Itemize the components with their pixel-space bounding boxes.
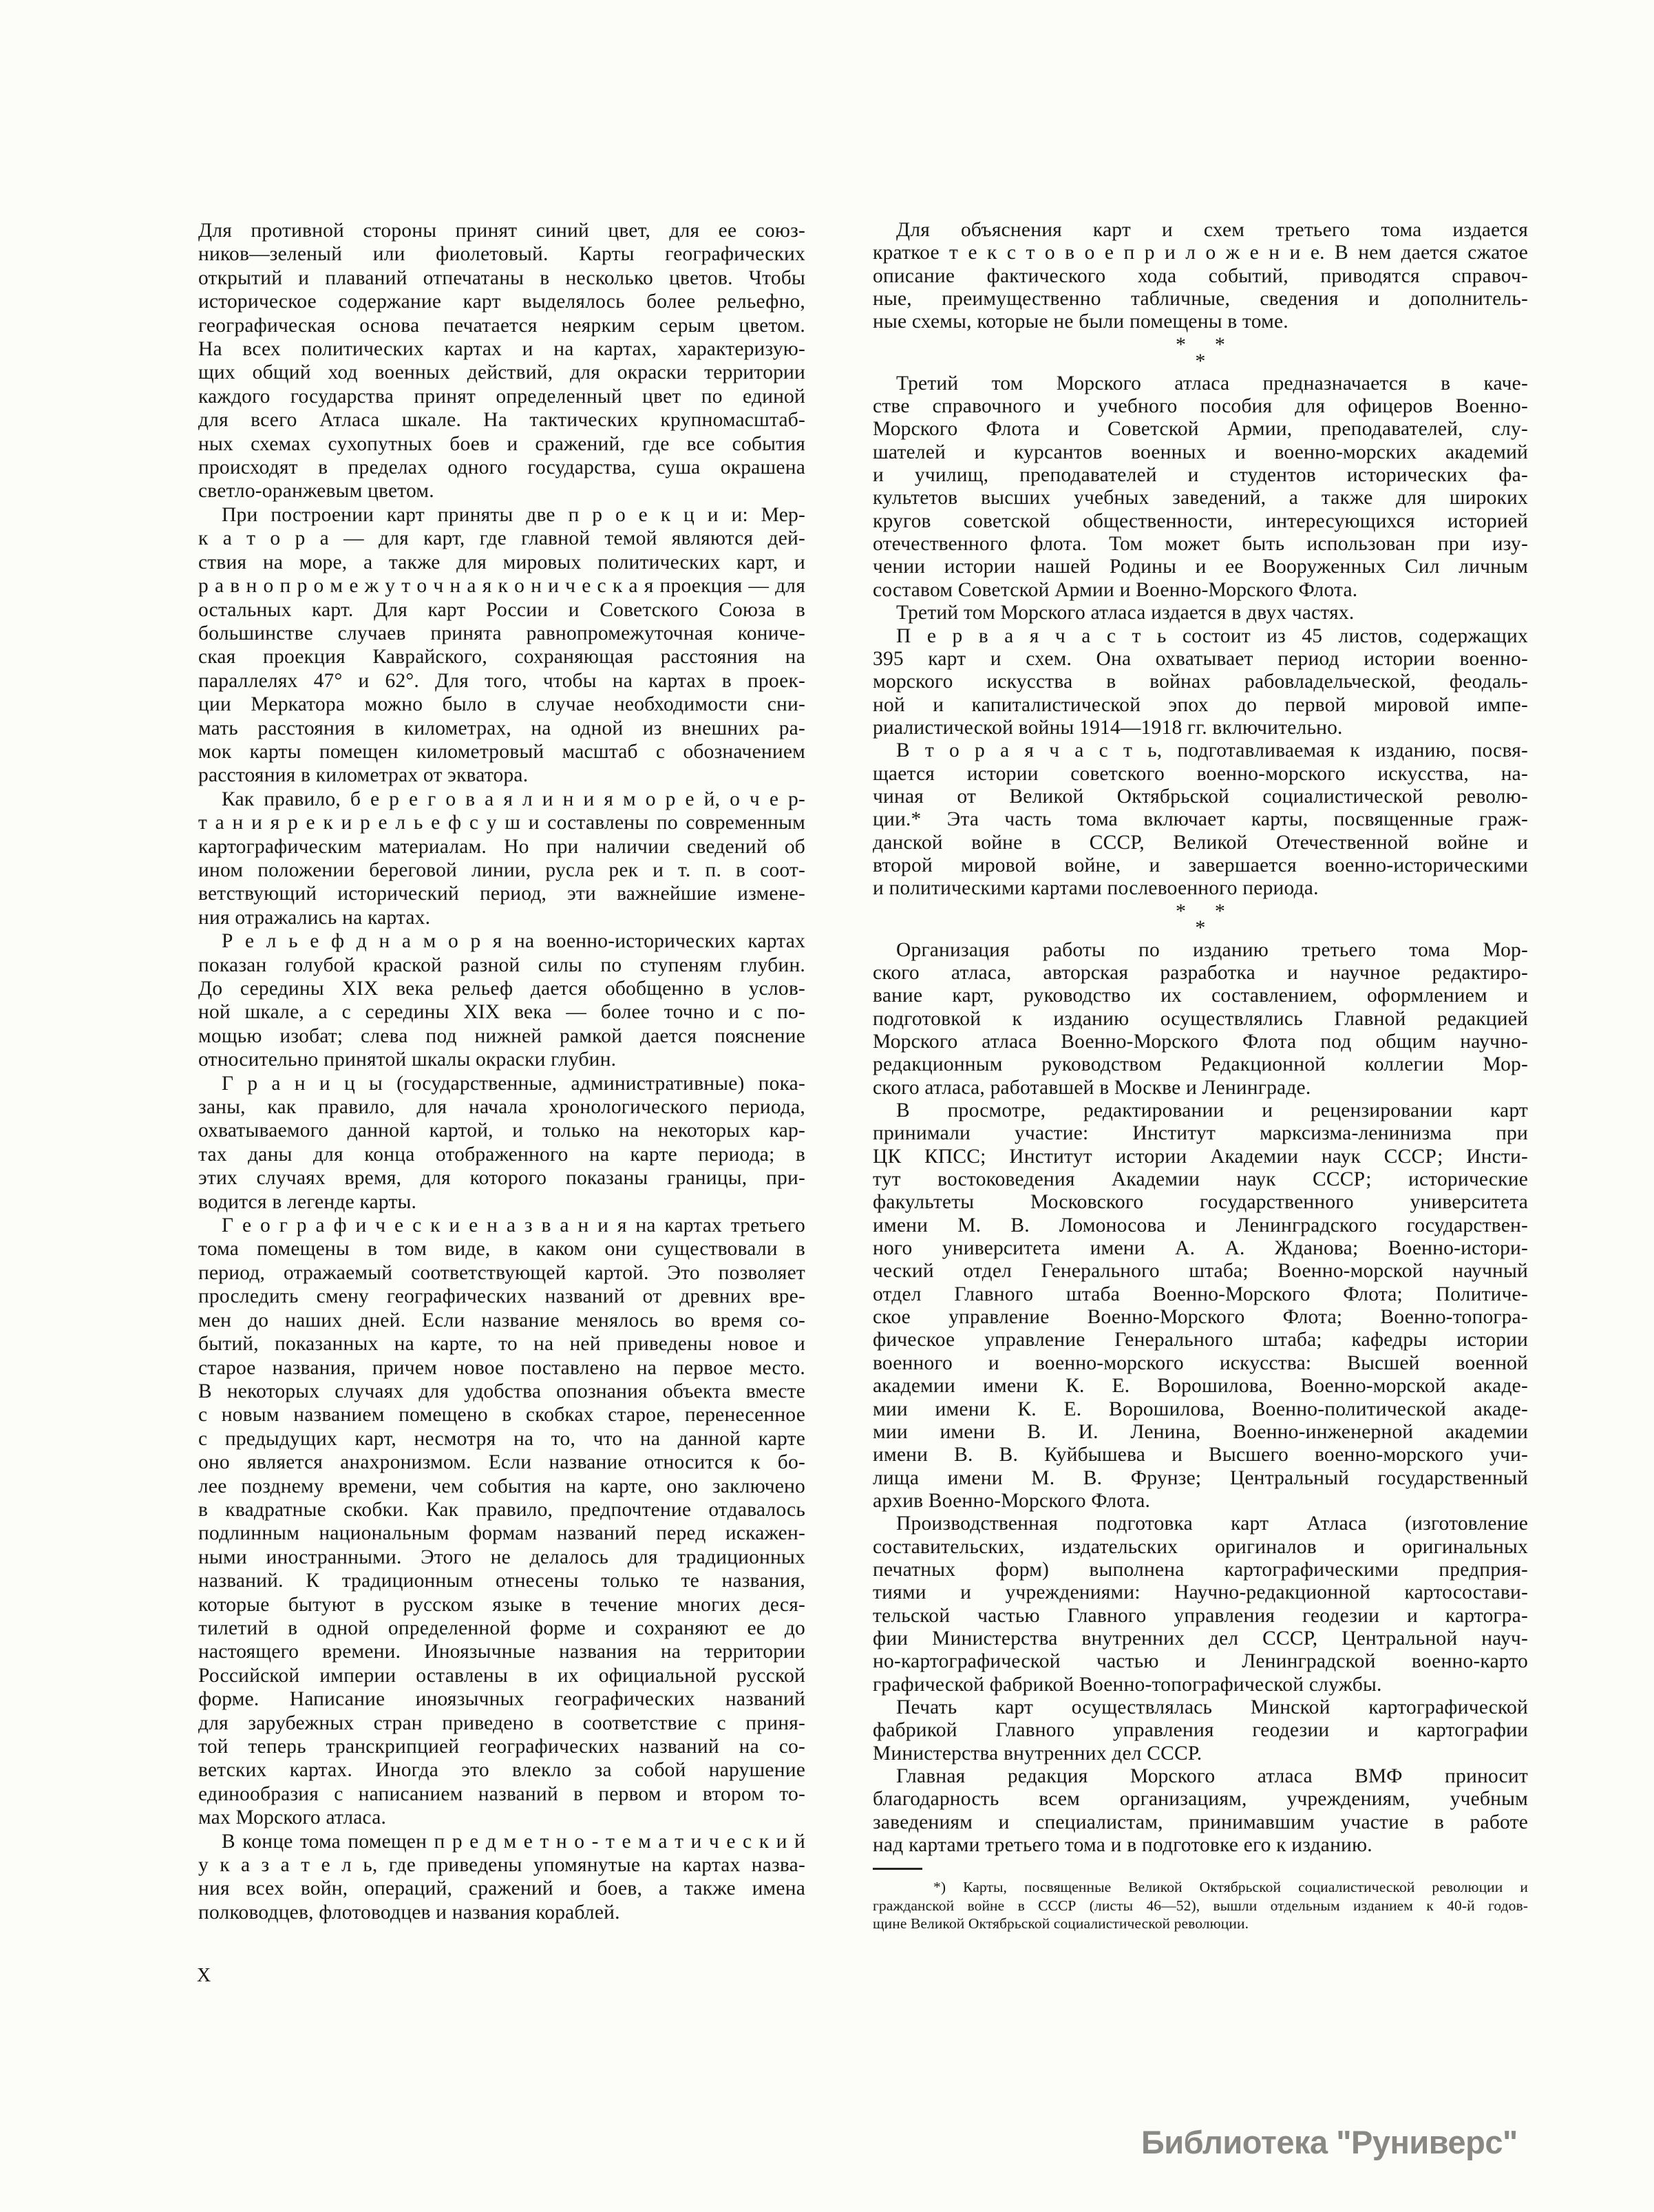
text-line: чении истории нашей Родины и ее Вооруженных Сил личным — [873, 556, 1528, 578]
text-line: имени М. В. Ломоносова и Ленинградского государствен- — [873, 1214, 1528, 1236]
text-line: мок карты помещен километровый масштаб с обозначением — [198, 740, 805, 763]
text-line: ции Меркатора можно было в случае необходимости сни- — [198, 693, 805, 716]
page-number: X — [197, 1965, 211, 1986]
text-line: параллелях 47° и 62°. Для того, чтобы на картах в проек- — [198, 669, 805, 692]
text-line: ЦК КПСС; Институт истории Академии наук СССР; Инсти- — [873, 1145, 1528, 1168]
text-line: заведениям и специалистам, принимавшим участие в работе — [873, 1811, 1528, 1833]
text-line: Российской империи оставлены в их официальной русской — [198, 1664, 805, 1687]
text-line: ции.* Эта часть тома включает карты, посвященные граж- — [873, 808, 1528, 831]
paragraph — [198, 788, 805, 929]
text-line: тах даны для конца отображенного на карте периода; в — [198, 1143, 805, 1166]
text-line: остальных карт. Для карт России и Советского Союза в — [198, 598, 805, 621]
text-line: у к а з а т е л ь, где приведены упомянутые на картах назва- — [198, 1854, 805, 1877]
text-line: академии имени К. Е. Ворошилова, Военно-морской акаде- — [873, 1375, 1528, 1398]
text-line: В т о р а я ч а с т ь, подготавливаемая к изданию, посвя- — [896, 739, 1528, 762]
text-line: период, отражаемый соответствующей картой. Это позволяет — [198, 1261, 805, 1284]
text-line: Главная редакция Морского атласа ВМФ приносит — [896, 1765, 1528, 1787]
footnote-line: гражданской войне в СССР (листы 46—52), вышли отдельным изданием к 40-й годов- — [873, 1897, 1528, 1914]
text-line: В некоторых случаях для удобства опознания объекта вместе — [198, 1380, 805, 1402]
text-line: ветствующий исторический период, эти важнейшие измене- — [198, 883, 805, 905]
text-line: П е р в а я ч а с т ь состоит из 45 листов, содержащих — [896, 624, 1528, 647]
text-line: открытий и плаваний отпечатаны в несколько цветов. Чтобы — [198, 266, 805, 289]
text-line: которые бытуют в русском языке в течение многих деся- — [198, 1593, 805, 1616]
asterism-separator — [873, 334, 1528, 372]
text-line: тома помещены в том виде, в каком они существовали в — [198, 1238, 805, 1261]
asterism-separator — [873, 900, 1528, 939]
text-line: ния всех войн, операций, сражений и боев, а также имена — [198, 1877, 805, 1900]
text-line: форме. Написание иноязычных географических названий — [198, 1688, 805, 1711]
text-line: ствия на море, а также для мировых политических карт, и — [198, 551, 805, 573]
text-line: ского атласа, работавшей в Москве и Ленинграде. — [873, 1076, 1311, 1099]
text-line: с предыдущих карт, несмотря на то, что на данной карте — [198, 1427, 805, 1450]
text-line: чиная от Великой Октябрьской социалистической револю- — [873, 785, 1528, 808]
text-line: каждого государства принят определенный цвет по единой — [198, 385, 805, 408]
paragraph — [198, 219, 805, 503]
text-line: краткое т е к с т о в о е п р и л о ж е н и е. В нем дается сжатое — [873, 242, 1528, 264]
text-line: ных схемах сухопутных боев и сражений, где все события — [198, 432, 805, 455]
footnote-line: *) Карты, посвященные Великой Октябрьской социалистической революции и — [933, 1879, 1528, 1896]
right-text-column — [873, 219, 1528, 1933]
text-line: мии имени В. И. Ленина, Военно-инженерной академии — [873, 1420, 1528, 1443]
text-line: ином положении береговой линии, русла рек и т. п. в соот- — [198, 859, 805, 881]
text-line: принимали участие: Институт марксизма-ленинизма при — [873, 1122, 1528, 1145]
text-line: архив Военно-Морского Флота. — [873, 1489, 1151, 1512]
text-line: подлинным национальным формам названий перед искажен- — [198, 1522, 805, 1545]
text-line: данской войне в СССР, Великой Отечественной войне и — [873, 831, 1528, 854]
footnote-line: щине Великой Октябрьской социалистической революции. — [873, 1915, 1249, 1932]
paragraph — [198, 503, 805, 788]
text-line: Для объяснения карт и схем третьего тома издается — [896, 219, 1528, 241]
text-line: Министерства внутренних дел СССР. — [873, 1742, 1202, 1765]
text-line: тельской частью Главного управления геодезии и картогра- — [873, 1604, 1528, 1627]
text-line: старое названия, причем новое поставлено на первое место. — [198, 1356, 805, 1379]
footnote-rule — [873, 1868, 922, 1870]
text-line: происходят в пределах одного государства, суша окрашена — [198, 456, 805, 479]
text-line: оно является анахронизмом. Если название относится к бо- — [198, 1451, 805, 1474]
text-line: редакционным руководством Редакционной коллегии Мор- — [873, 1053, 1528, 1076]
text-line: составительских, издательских оригиналов и оригинальных — [873, 1535, 1528, 1558]
text-line: ными иностранными. Этого не делалось для традиционных — [198, 1546, 805, 1568]
text-line: Для противной стороны принят синий цвет, для ее союз- — [198, 220, 805, 242]
text-line: ского атласа, авторская разработка и научное редактиро- — [873, 961, 1528, 984]
text-line: проследить смену географических названий от древних вре- — [198, 1285, 805, 1308]
asterism-top: * * — [1175, 899, 1226, 923]
text-line: водится в легенде карты. — [198, 1190, 417, 1213]
text-line: показан голубой краской разной силы по ступеням глубин. — [198, 954, 805, 976]
paragraph — [198, 1214, 805, 1830]
text-line: ческий отдел Генерального штаба; Военно-морской научный — [873, 1260, 1528, 1283]
text-line: фии Министерства внутренних дел СССР, Центральной науч- — [873, 1627, 1528, 1650]
text-line: В конце тома помещен п р е д м е т н о - т е м а т и ч е с к и й — [222, 1830, 805, 1853]
text-line: названий. К традиционным отнесены только те названия, — [198, 1570, 805, 1592]
asterism-top: * * — [1175, 333, 1226, 356]
text-line: Третий том Морского атласа издается в двух частях. — [896, 602, 1355, 624]
text-line: вание карт, руководство их составлением, оформлением и — [873, 984, 1528, 1007]
text-line: щих общий ход военных действий, для окраски территории — [198, 361, 805, 384]
text-line: ного университета имени А. А. Жданова; Военно-истори- — [873, 1237, 1528, 1260]
paragraph — [873, 1513, 1528, 1696]
text-line: географическая основа печатается неярким серым цветом. — [198, 314, 805, 337]
text-line: лища имени М. В. Фрунзе; Центральный государственный — [873, 1466, 1528, 1489]
text-line: тут востоковедения Академии наук СССР; исторические — [873, 1168, 1528, 1191]
text-line: При построении карт приняты две п р о е к ц и и: Мер- — [222, 503, 805, 526]
text-line: расстояния в километрах от экватора. — [198, 764, 529, 787]
left-text-column — [198, 219, 805, 1924]
paragraph — [873, 219, 1528, 334]
text-line: ская проекция Каврайского, сохраняющая расстояния на — [198, 646, 805, 668]
text-line: мах Морского атласа. — [198, 1807, 387, 1829]
text-line: описание фактического хода событий, приводятся справоч- — [873, 264, 1528, 287]
text-line: той теперь транскрипцией географических названий на со- — [198, 1736, 805, 1758]
text-line: мии имени К. Е. Ворошилова, Военно-политической акаде- — [873, 1398, 1528, 1420]
text-line: и училищ, преподавателей и студентов исторических фа- — [873, 464, 1528, 487]
text-line: мощью изобат; слева под нижней рамкой дается пояснение — [198, 1024, 805, 1047]
text-line: Морского атласа Военно-Морского Флота под общим научно- — [873, 1031, 1528, 1053]
paragraph — [873, 372, 1528, 602]
text-line: Производственная подготовка карт Атласа (изготовление — [896, 1513, 1528, 1535]
text-line: культетов высших учебных заведений, а также для широких — [873, 487, 1528, 509]
text-line: ные схемы, которые не были помещены в томе. — [873, 310, 1289, 333]
text-line: подготовкой к изданию осуществлялись Главной редакцией — [873, 1007, 1528, 1030]
text-line: охватываемого данной картой, и только на некоторых кар- — [198, 1119, 805, 1142]
text-line: единообразия с написанием названий в первом и втором то- — [198, 1782, 805, 1805]
text-line: картографическим материалам. Но при наличии сведений об — [198, 835, 805, 858]
text-line: щается истории советского военно-морского искусства, на- — [873, 762, 1528, 785]
asterism-bottom: * — [1195, 349, 1206, 372]
text-line: в квадратные скобки. Как правило, предпочтение отдавалось — [198, 1498, 805, 1521]
text-line: ные, преимущественно табличные, сведения и дополнитель- — [873, 288, 1528, 310]
text-line: относительно принятой шкалы окраски глубин. — [198, 1049, 617, 1071]
text-line: ское управление Военно-Морского Флота; Военно-топогра- — [873, 1306, 1528, 1329]
text-line: фическое управление Генерального штаба; кафедры истории — [873, 1329, 1528, 1351]
text-line: настоящего времени. Иноязычные названия на территории — [198, 1641, 805, 1663]
text-line: 395 карт и схем. Она охватывает период истории военно- — [873, 647, 1528, 670]
text-line: ветских картах. Иногда это влекло за собой нарушение — [198, 1759, 805, 1782]
text-line: В просмотре, редактировании и рецензировании карт — [896, 1099, 1528, 1122]
text-line: Организация работы по изданию третьего тома Мор- — [896, 938, 1528, 961]
paragraph — [873, 939, 1528, 1099]
paragraph — [198, 929, 805, 1071]
paragraph — [873, 602, 1528, 624]
text-line: На всех политических картах и на картах, характеризую- — [198, 338, 805, 361]
text-line: лее позднему времени, чем события на карте, оно заключено — [198, 1475, 805, 1497]
text-line: печатных форм) выполнена картографическими предприя- — [873, 1558, 1528, 1581]
text-line: Г р а н и ц ы (государственные, административные) пока- — [222, 1072, 805, 1095]
text-line: для всего Атласа шкале. На тактических крупномасштаб- — [198, 409, 805, 432]
text-line: Морского Флота и Советской Армии, преподавателей, слу- — [873, 418, 1528, 441]
text-line: отечественного флота. Том может быть использован при изу- — [873, 533, 1528, 556]
text-line: бытий, показанных на карте, то на ней приведены новое и — [198, 1333, 805, 1356]
text-line: т а н и я р е к и р е л ь е ф с у ш и составлены по современным — [198, 812, 805, 834]
text-line: для зарубежных стран приведено в соответствие с приня- — [198, 1711, 805, 1734]
paragraph — [873, 1765, 1528, 1857]
text-line: До середины XIX века рельеф дается обобщенно в услов- — [198, 978, 805, 1000]
text-line: большинстве случаев принята равнопромежуточная кониче- — [198, 622, 805, 644]
text-line: светло-оранжевым цветом. — [198, 480, 434, 503]
text-line: кругов советской общественности, интересующихся историей — [873, 509, 1528, 532]
text-line: но-картографической частью и Ленинградской военно-карто — [873, 1650, 1528, 1673]
text-line: полководцев, флотоводцев и названия кораблей. — [198, 1901, 620, 1924]
text-line: риалистической войны 1914—1918 гг. включительно. — [873, 716, 1343, 739]
text-line: историческое содержание карт выделялось более рельефно, — [198, 291, 805, 313]
text-line: морского искусства в войнах рабовладельческой, феодаль- — [873, 671, 1528, 693]
text-line: над картами третьего тома и в подготовке его к изданию. — [873, 1834, 1372, 1857]
text-line: и политическими картами послевоенного периода. — [873, 877, 1319, 900]
text-line: мен до наших дней. Если название менялось во время со- — [198, 1309, 805, 1331]
text-line: ния отражались на картах. — [198, 906, 431, 929]
text-line: р а в н о п р о м е ж у т о ч н а я к о н и ч е с к а я проекция — для — [198, 575, 805, 598]
footnote — [873, 1868, 1528, 1933]
text-line: благодарность всем организациям, учреждениям, учебным — [873, 1788, 1528, 1811]
paragraph — [873, 1099, 1528, 1513]
paragraph — [873, 1696, 1528, 1765]
text-line: Печать карт осуществлялась Минской картографической — [896, 1696, 1528, 1718]
paragraph — [198, 1830, 805, 1925]
text-line: этих случаях время, для которого показаны границы, при- — [198, 1167, 805, 1190]
text-line: Г е о г р а ф и ч е с к и е н а з в а н и я на картах третьего — [222, 1214, 805, 1237]
text-line: ников—зеленый или фиолетовый. Карты географических — [198, 243, 805, 266]
text-line: заны, как правило, для начала хронологического периода, — [198, 1096, 805, 1119]
text-line: тилетий в одной определенной форме и сохраняют ее до — [198, 1616, 805, 1639]
text-line: мать расстояния в километрах, на одной из внешних ра- — [198, 717, 805, 739]
text-line: фабрикой Главного управления геодезии и картографии — [873, 1719, 1528, 1742]
text-line: Как правило, б е р е г о в а я л и н и я м о р е й, о ч е р- — [222, 788, 805, 810]
text-line: факультеты Московского государственного университета — [873, 1191, 1528, 1214]
text-line: ной и капиталистической эпох до первой мировой импе- — [873, 693, 1528, 716]
text-line: графической фабрикой Военно-топографической службы. — [873, 1673, 1382, 1696]
text-line: стве справочного и учебного пособия для офицеров Военно- — [873, 395, 1528, 418]
library-watermark: Библиотека "Руниверс" — [1141, 2124, 1518, 2160]
text-line: ной шкале, а с середины XIX века — более точно и с по- — [198, 1001, 805, 1024]
text-line: Р е л ь е ф д н а м о р я на военно-исторических картах — [222, 930, 805, 953]
paragraph — [198, 1072, 805, 1214]
text-line: с новым названием помещено в скобках старое, перенесенное — [198, 1404, 805, 1426]
text-line: имени В. В. Куйбышева и Высшего военно-морского учи- — [873, 1444, 1528, 1466]
text-line: отдел Главного штаба Военно-Морского Флота; Политиче- — [873, 1283, 1528, 1305]
text-line: к а т о р а — для карт, где главной темой являются дей- — [198, 527, 805, 550]
text-line: составом Советской Армии и Военно-Морского Флота. — [873, 578, 1358, 601]
text-line: второй мировой войне, и завершается военно-историческими — [873, 854, 1528, 876]
paragraph — [873, 739, 1528, 900]
asterism-bottom: * — [1195, 916, 1206, 939]
text-line: шателей и курсантов военных и военно-морских академий — [873, 441, 1528, 463]
paragraph — [873, 625, 1528, 740]
text-line: тиями и учреждениями: Научно-редакционной картосостави- — [873, 1581, 1528, 1604]
text-line: военного и военно-морского искусства: Высшей военной — [873, 1351, 1528, 1374]
text-line: Третий том Морского атласа предназначается в каче- — [896, 372, 1528, 394]
